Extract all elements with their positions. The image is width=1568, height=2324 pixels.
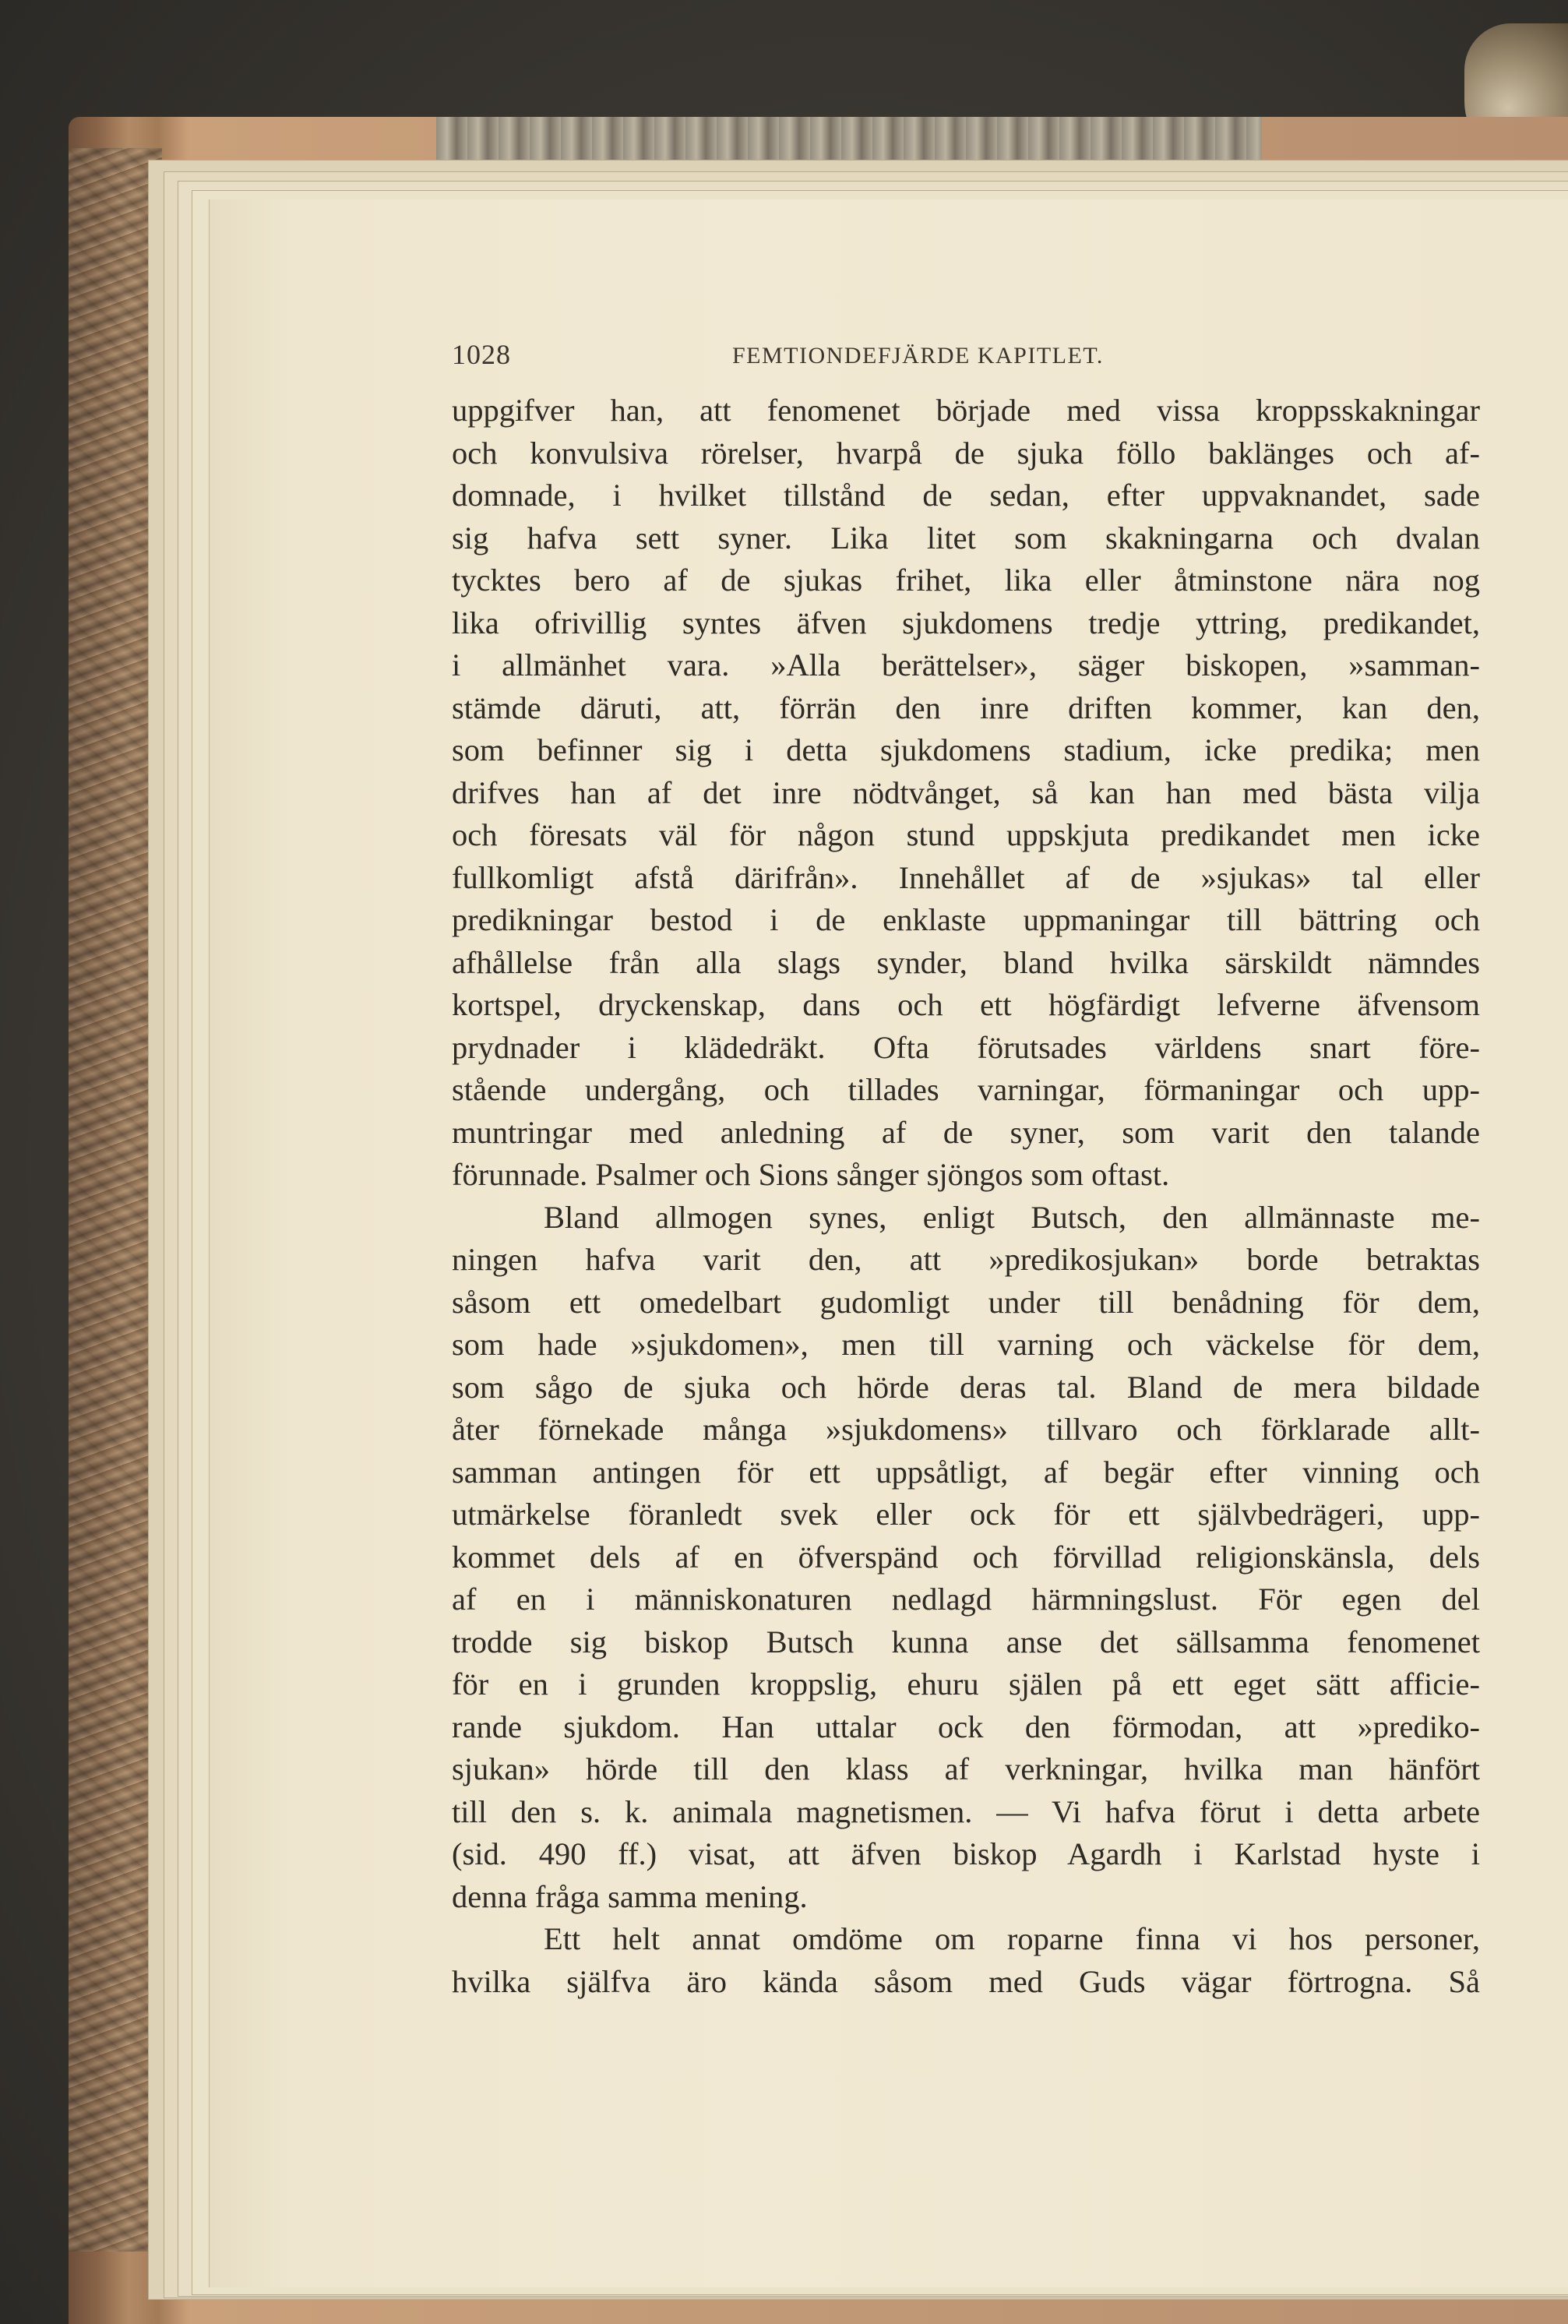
text-line: lika ofrivillig syntes äfven sjukdomens tredje yttring, predikandet, — [452, 605, 1480, 640]
text-line: prydnader i klädedräkt. Ofta förutsades världens snart före- — [452, 1029, 1480, 1065]
text-line: Bland allmogen synes, enligt Butsch, den allmännaste me- — [544, 1199, 1480, 1235]
body-text — [452, 390, 1480, 2003]
text-line: i allmänhet vara. »Alla berättelser», säger biskopen, »samman- — [452, 647, 1480, 682]
text-line: (sid. 490 ff.) visat, att äfven biskop Agardh i Karlstad hyste i — [452, 1836, 1480, 1871]
text-line: muntringar med anledning af de syner, som varit den talande — [452, 1114, 1480, 1150]
text-line: stående undergång, och tillades varningar, förmaningar och upp- — [452, 1072, 1480, 1107]
page-number: 1028 — [452, 339, 511, 370]
text-line: stämde däruti, att, förrän den inre driften kommer, kan den, — [452, 689, 1480, 725]
text-line: trodde sig biskop Butsch kunna anse det sällsamma fenomenet — [452, 1624, 1480, 1659]
text-line: Ett helt annat omdöme om roparne finna vi hos personer, — [544, 1921, 1480, 1956]
text-line: ningen hafva varit den, att »predikosjukan» borde betraktas — [452, 1242, 1480, 1277]
text-line: sig hafva sett syner. Lika litet som skakningarna och dvalan — [452, 520, 1480, 555]
text-line: predikningar bestod i de enklaste uppmaningar till bättring och — [452, 902, 1480, 937]
text-line: sjukan» hörde till den klass af verkningar, hvilka man hänfört — [452, 1751, 1480, 1786]
text-line: för en i grunden kroppslig, ehuru själen på ett eget sätt afficie- — [452, 1666, 1480, 1702]
text-line: afhållelse från alla slags synder, bland hvilka särskildt nämndes — [452, 944, 1480, 980]
text-line: åter förnekade många »sjukdomens» tillvaro och förklarade allt- — [452, 1412, 1480, 1447]
text-line: utmärkelse föranledt svek eller ock för ett självbedrägeri, upp- — [452, 1497, 1480, 1532]
text-line: drifves han af det inre nödtvånget, så kan han med bästa vilja — [452, 774, 1480, 810]
text-line: hvilka själfva äro kända såsom med Guds vägar förtrogna. Så — [452, 1963, 1480, 1999]
text-line: fullkomligt afstå därifrån». Innehållet af de »sjukas» tal eller — [452, 859, 1480, 895]
text-line: som befinner sig i detta sjukdomens stadium, icke predika; men — [452, 732, 1480, 767]
text-line: som hade »sjukdomen», men till varning och väckelse för dem, — [452, 1327, 1480, 1362]
text-line: kommet dels af en öfverspänd och förvillad religionskänsla, dels — [452, 1539, 1480, 1575]
text-line: samman antingen för ett uppsåtligt, af begär efter vinning och — [452, 1454, 1480, 1490]
text-line: tycktes bero af de sjukas frihet, lika eller åtminstone nära nog — [452, 562, 1480, 598]
text-line: af en i människonaturen nedlagd härmningslust. För egen del — [452, 1582, 1480, 1617]
text-line: och föresats väl för någon stund uppskjuta predikandet men icke — [452, 817, 1480, 852]
text-line: denna fråga samma mening. — [452, 1878, 808, 1914]
text-line: såsom ett omedelbart gudomligt under till benådning för dem, — [452, 1284, 1480, 1320]
text-line: förunnade. Psalmer och Sions sånger sjöngos som oftast. — [452, 1157, 1170, 1192]
text-line: uppgifver han, att fenomenet började med vissa kroppsskakningar — [452, 393, 1480, 428]
text-line: kortspel, dryckenskap, dans och ett högfärdigt lefverne äfvensom — [452, 987, 1480, 1022]
text-line: till den s. k. animala magnetismen. — Vi hafva förut i detta arbete — [452, 1793, 1480, 1829]
text-line: och konvulsiva rörelser, hvarpå de sjuka föllo baklänges och af- — [452, 435, 1480, 471]
text-line: domnade, i hvilket tillstånd de sedan, efter uppvaknandet, sade — [452, 478, 1480, 513]
running-head: FEMTIONDEFJÄRDE KAPITLET. — [732, 343, 1104, 369]
text-line: som sågo de sjuka och hörde deras tal. Bland de mera bildade — [452, 1369, 1480, 1405]
text-line: rande sjukdom. Han uttalar ock den förmodan, att »prediko- — [452, 1709, 1480, 1744]
